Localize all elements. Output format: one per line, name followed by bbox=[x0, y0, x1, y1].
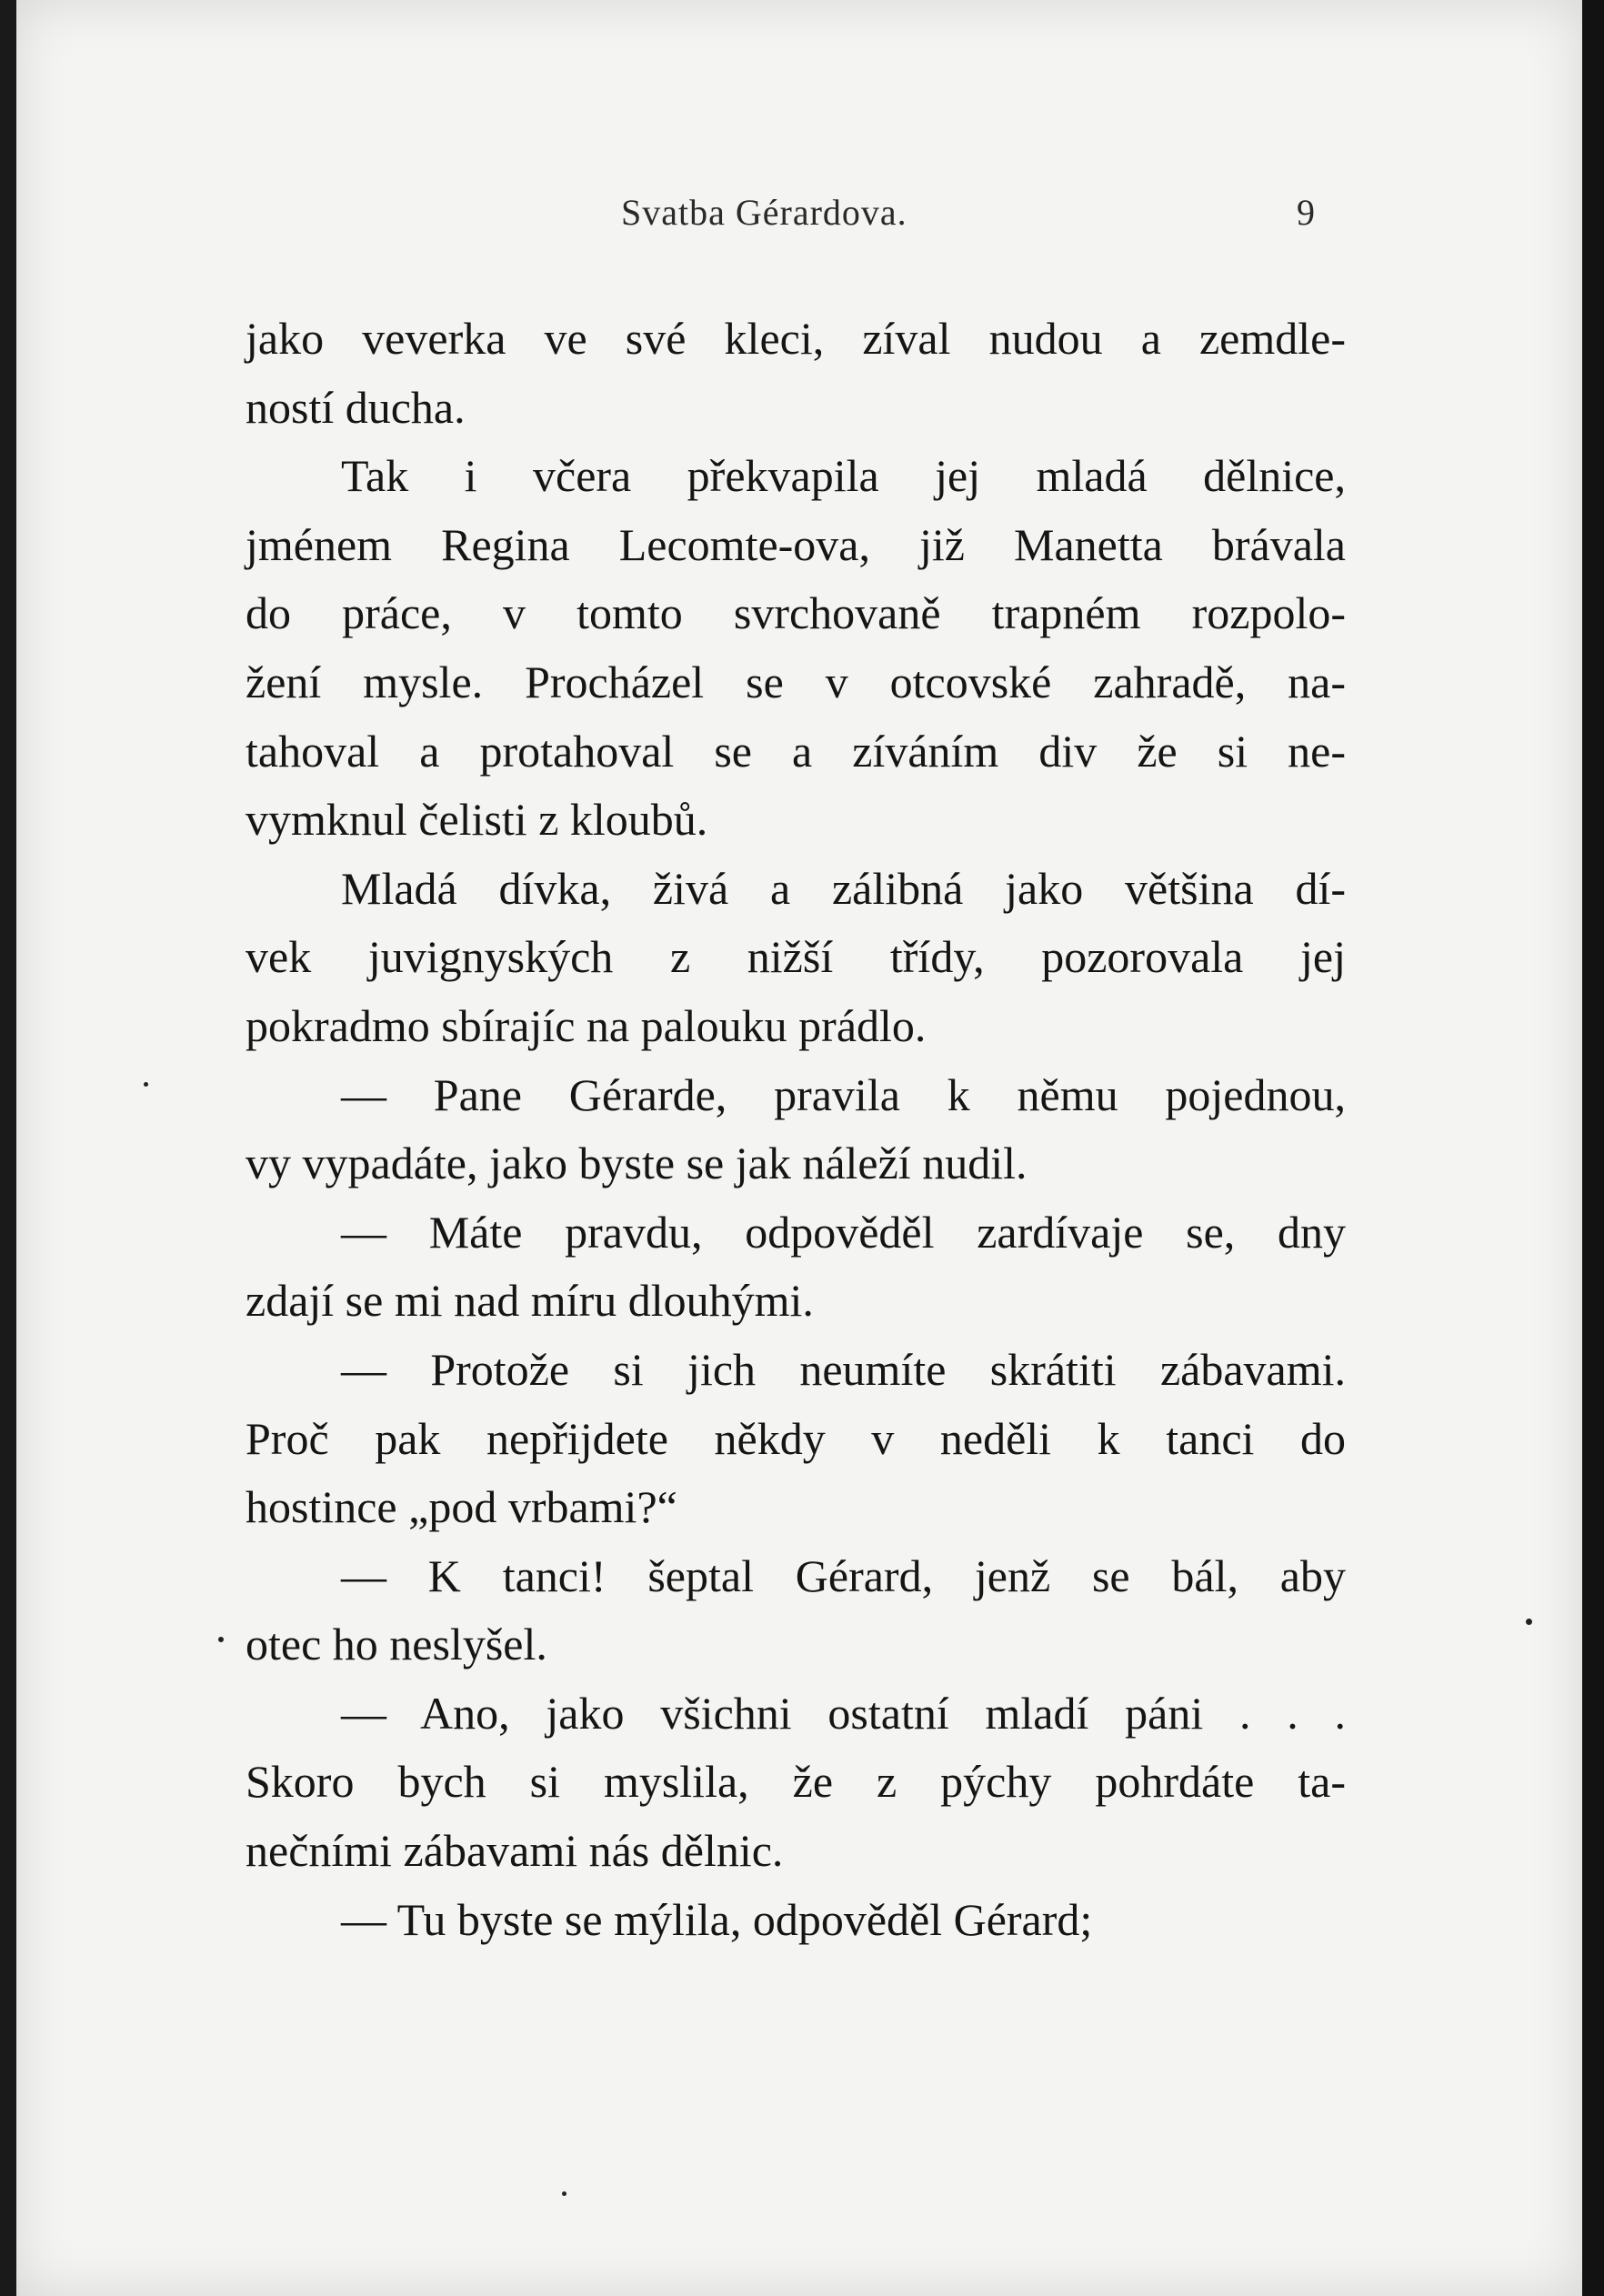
book-page bbox=[16, 0, 1582, 2296]
text-line: — Tu byste se mýlila, odpověděl Gérard; bbox=[341, 1893, 1093, 1945]
text-line: Mladá dívka, živá a zálibná jako většina dí- bbox=[341, 862, 1346, 914]
text-line: tahoval a protahoval se a zíváním div že si ne- bbox=[246, 725, 1346, 777]
text-line: Proč pak nepřijdete někdy v neděli k tanci do bbox=[246, 1412, 1346, 1464]
text-line: vy vypadáte, jako byste se jak náleží nudil. bbox=[246, 1138, 1028, 1189]
text-line: — Protože si jich neumíte skrátiti zábavami. bbox=[341, 1343, 1346, 1395]
running-head bbox=[16, 191, 1582, 246]
text-line: hostince „pod vrbami?“ bbox=[246, 1481, 677, 1533]
paper-speck bbox=[218, 1637, 224, 1642]
page-number: 9 bbox=[1297, 192, 1316, 233]
text-line: do práce, v tomto svrchovaně trapném rozpolo- bbox=[246, 587, 1346, 639]
text-line: otec ho neslyšel. bbox=[246, 1619, 547, 1670]
body-text bbox=[246, 305, 1346, 1954]
text-line: ností ducha. bbox=[246, 381, 466, 433]
binding-gutter bbox=[0, 0, 16, 2296]
running-title: Svatba Gérardova. bbox=[621, 192, 907, 233]
text-line: pokradmo sbírajíc na palouku prádlo. bbox=[246, 999, 927, 1051]
text-line: Skoro bych si myslila, že z pýchy pohrdáte ta- bbox=[246, 1756, 1346, 1808]
text-line: vek juvignyských z nižší třídy, pozorovala jej bbox=[246, 931, 1346, 983]
page-edge bbox=[1582, 0, 1604, 2296]
text-line: — Máte pravdu, odpověděl zardívaje se, dny bbox=[341, 1206, 1346, 1258]
text-line: Tak i včera překvapila jej mladá dělnice, bbox=[341, 450, 1346, 502]
text-line: — K tanci! šeptal Gérard, jenž se bál, aby bbox=[341, 1549, 1346, 1601]
text-line: — Pane Gérarde, pravila k němu pojednou, bbox=[341, 1068, 1346, 1120]
text-line: nečními zábavami nás dělnic. bbox=[246, 1825, 784, 1877]
text-line: vymknul čelisti z kloubů. bbox=[246, 794, 708, 846]
paper-speck bbox=[562, 2191, 566, 2196]
paper-speck bbox=[1526, 1619, 1532, 1625]
text-line: jménem Regina Lecomte-ova, již Manetta brávala bbox=[246, 518, 1346, 570]
text-line: zdají se mi nad míru dlouhými. bbox=[246, 1275, 814, 1327]
paper-speck bbox=[144, 1082, 148, 1087]
text-line: jako veverka ve své kleci, zíval nudou a zemdle- bbox=[246, 313, 1346, 364]
text-line: — Ano, jako všichni ostatní mladí páni . . . bbox=[341, 1687, 1346, 1739]
text-line: žení mysle. Procházel se v otcovské zahradě, na- bbox=[246, 656, 1346, 707]
